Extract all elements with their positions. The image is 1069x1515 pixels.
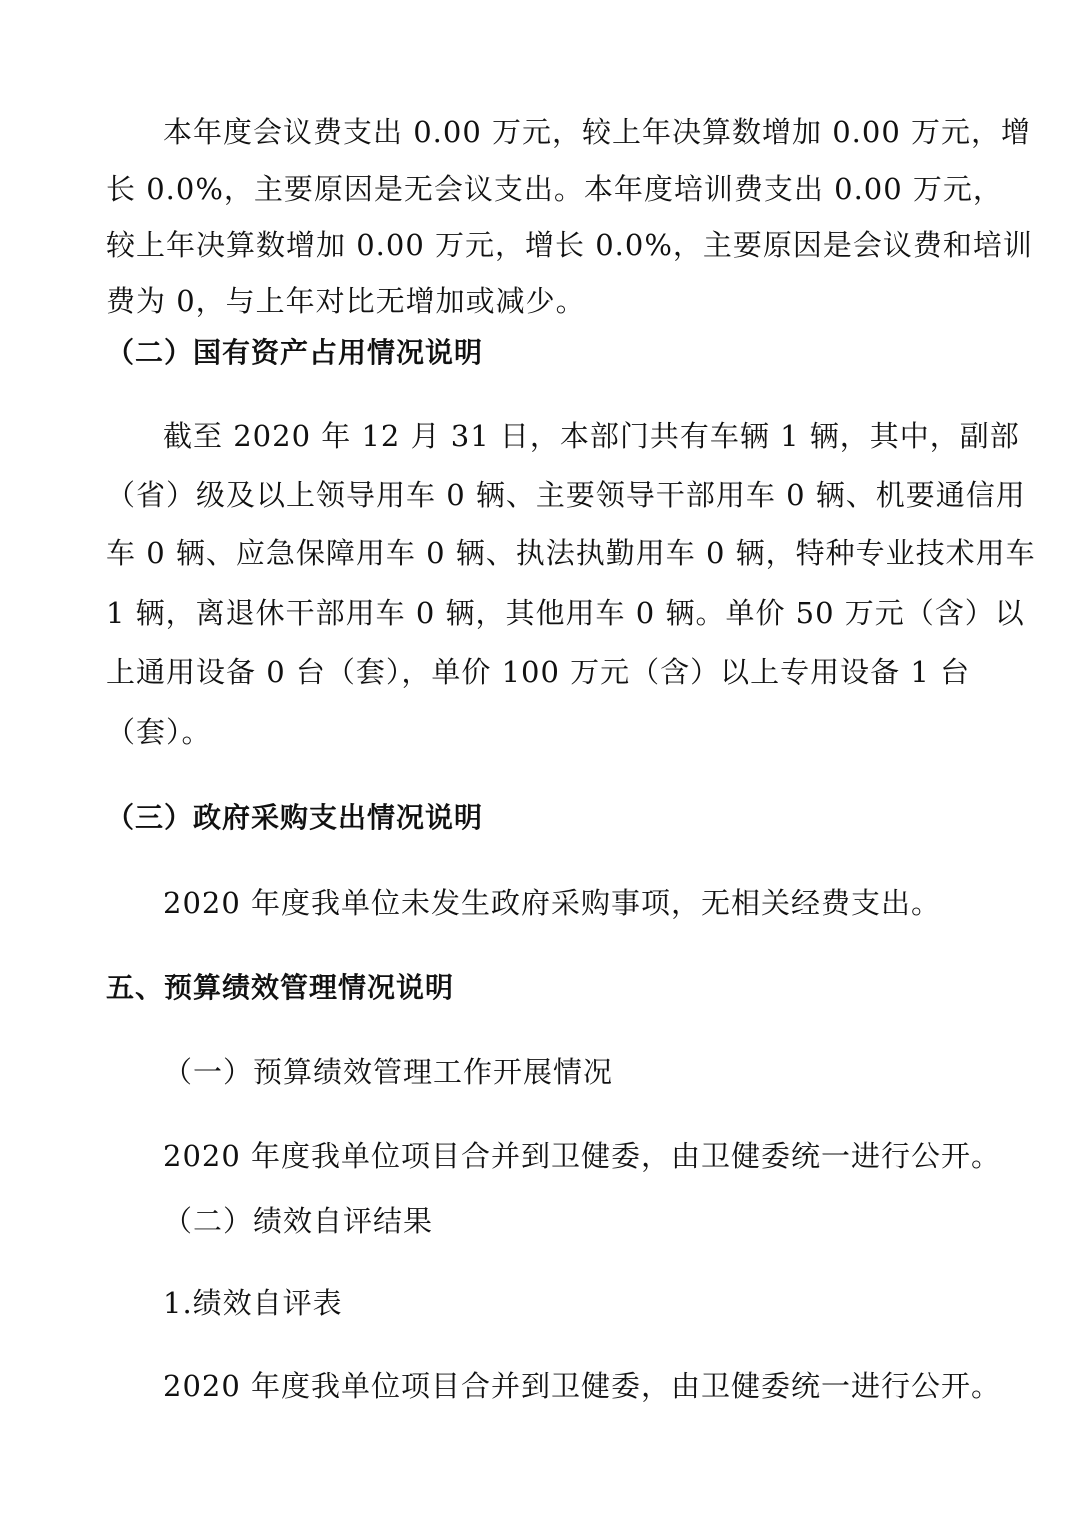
sub-1-heading: （一）预算绩效管理工作开展情况 (163, 1055, 614, 1089)
meeting-paragraph-line-2: 长 0.0%，主要原因是无会议支出。本年度培训费支出 0.00 万元， (106, 172, 1003, 206)
meeting-paragraph-line-3: 较上年决算数增加 0.00 万元，增长 0.0%，主要原因是会议费和培训 (106, 228, 1033, 262)
assets-paragraph-line-5: 上通用设备 0 台（套），单价 100 万元（含）以上专用设备 1 台 (106, 655, 971, 689)
section-3-heading: （三）政府采购支出情况说明 (106, 801, 484, 834)
sub-2-heading: （二）绩效自评结果 (163, 1204, 434, 1238)
assets-paragraph-line-3: 车 0 辆、应急保障用车 0 辆、执法执勤用车 0 辆，特种专业技术用车 (106, 536, 1036, 570)
meeting-paragraph-line-1: 本年度会议费支出 0.00 万元，较上年决算数增加 0.00 万元，增 (163, 115, 1032, 149)
assets-paragraph-line-4: 1 辆，离退休干部用车 0 辆，其他用车 0 辆。单价 50 万元（含）以 (106, 596, 1025, 630)
sub-1-text: 2020 年度我单位项目合并到卫健委，由卫健委统一进行公开。 (163, 1139, 1002, 1173)
section-2-heading: （二）国有资产占用情况说明 (106, 336, 484, 369)
procurement-paragraph: 2020 年度我单位未发生政府采购事项，无相关经费支出。 (163, 886, 942, 920)
assets-paragraph-line-6: （套）。 (106, 715, 212, 749)
chapter-5-heading: 五、预算绩效管理情况说明 (106, 971, 455, 1004)
assets-paragraph-line-1: 截至 2020 年 12 月 31 日，本部门共有车辆 1 辆，其中，副部 (163, 419, 1020, 453)
item-1-heading: 1.绩效自评表 (163, 1286, 343, 1320)
assets-paragraph-line-2: （省）级及以上领导用车 0 辆、主要领导干部用车 0 辆、机要通信用 (106, 478, 1026, 512)
item-1-text: 2020 年度我单位项目合并到卫健委，由卫健委统一进行公开。 (163, 1369, 1002, 1403)
meeting-paragraph-line-4: 费为 0，与上年对比无增加或减少。 (106, 284, 586, 318)
